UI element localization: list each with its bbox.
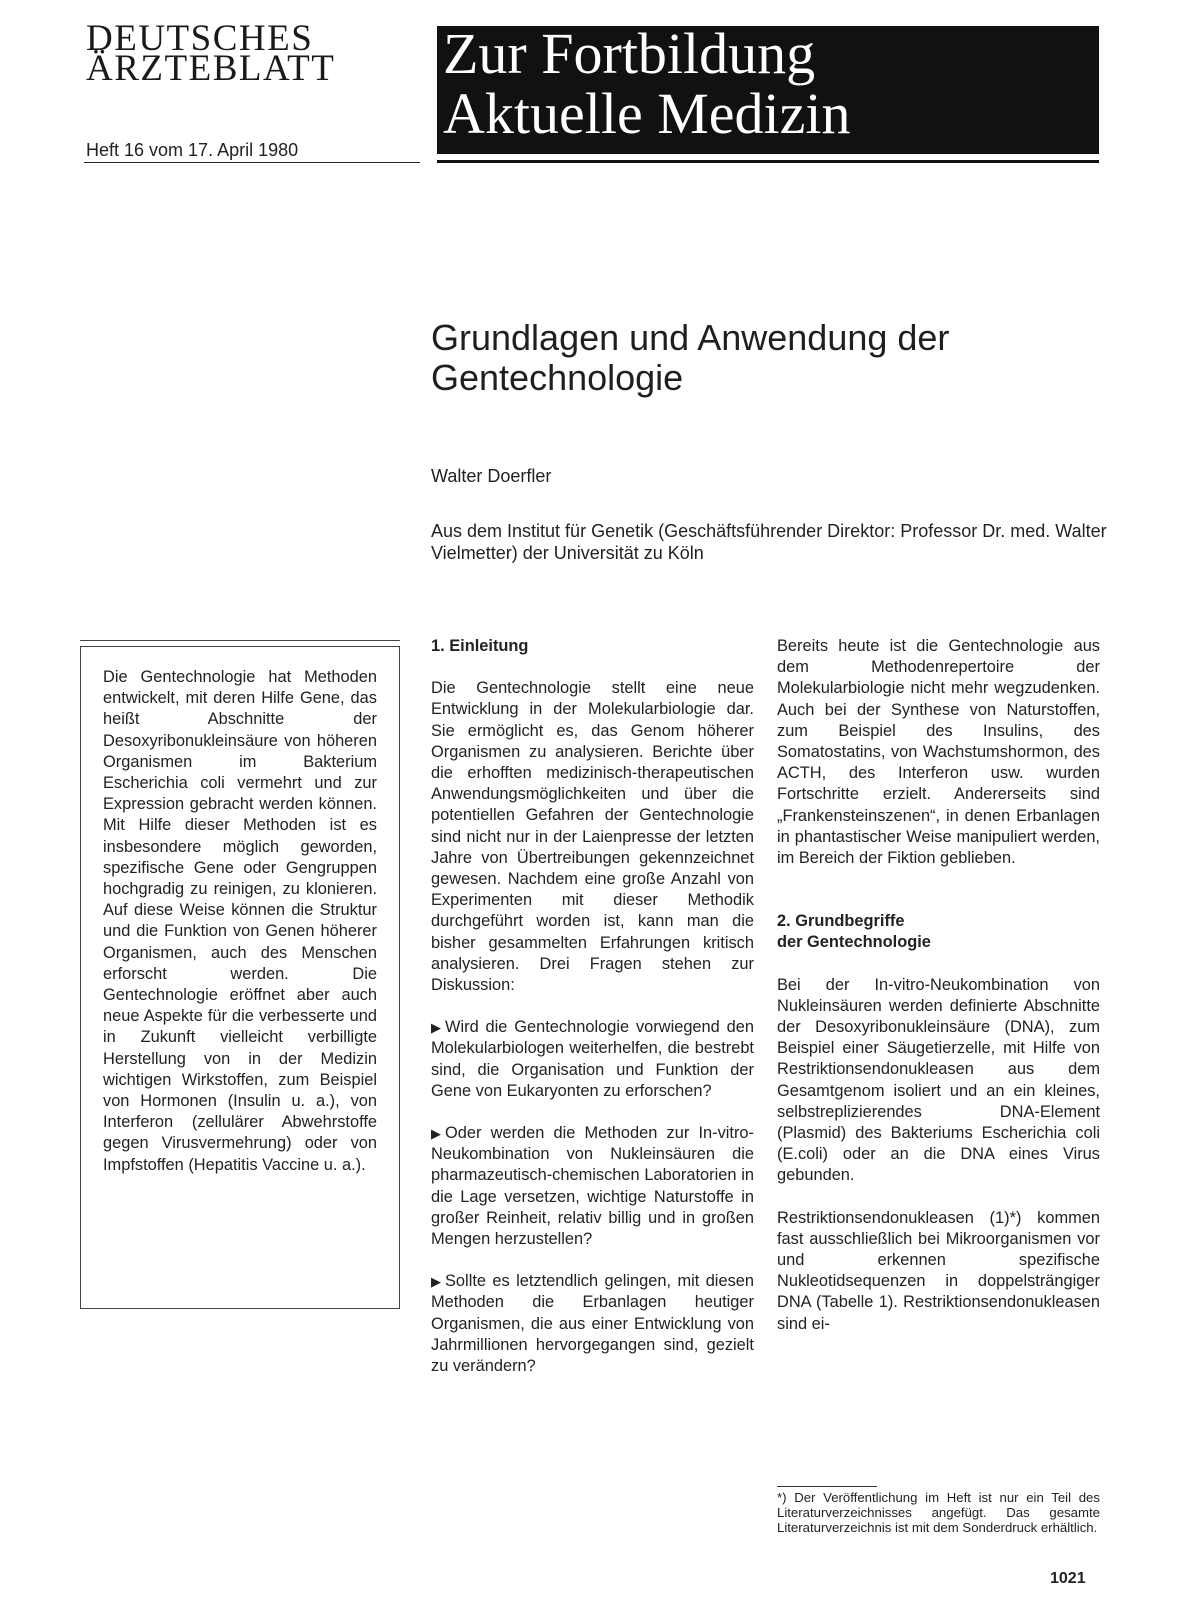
footnote: *) Der Veröffentlichung im Heft ist nur ein Teil des Literaturverzeichnisses angefügt. Das gesamte Literaturverzeichnis ist mit dem Sonderdruck erhältlich. (777, 1490, 1100, 1535)
article-author: Walter Doerfler (431, 466, 552, 486)
article-title: Grundlagen und Anwendung der Gentechnologie (431, 317, 950, 398)
banner-rule (437, 160, 1099, 163)
banner-line2: Aktuelle Medizin (443, 81, 851, 146)
question-3: ▶ Sollte es letztendlich gelingen, mit diesen Methoden die Erbanlagen heutiger Organismen, die aus einer Entwicklung von Jahrmillionen hervorgegangen sind, gezielt zu verändern? (431, 1272, 754, 1376)
abstract-top-rule (80, 640, 400, 641)
abstract-box (80, 646, 400, 1309)
banner-line1: Zur Fortbildung (443, 21, 816, 86)
column-2 (431, 636, 754, 1398)
column-3 (777, 636, 1100, 1356)
section1-paragraph: Die Gentechnologie stellt eine neue Entwicklung in der Molekularbiologie dar. Sie ermöglicht es, das Genom höherer Organismen zu analysieren. Berichte über die erhofften medizinisch-therapeutischen Anwendungsmöglichkeiten und über die potentiellen Gefahren der Gentechnologie sind nicht nur in der Laienpresse der letzten Jahre von Übertreibungen gekennzeichnet gewesen. Nachdem eine große Anzahl von Experimenten mit dieser Methodik durchgeführt worden ist, kann man die bisher gesammelten Erfahrungen kritisch analysieren. Drei Fragen stehen zur Diskussion: (431, 679, 754, 995)
footnote-rule (777, 1486, 877, 1487)
bullet-icon: ▶ (431, 1020, 441, 1036)
section1-heading: 1. Einleitung (431, 637, 529, 655)
section2-heading: 2. Grundbegriffe der Gentechnologie (777, 912, 931, 952)
masthead-line2: ÄRZTEBLATT (86, 48, 336, 89)
masthead (86, 18, 406, 89)
section2-paragraph-2: Restriktionsendonukleasen (1)*) kommen fast ausschließlich bei Mikroorganismen vor und erkennen spezifische Nukleotidsequenzen in doppelsträngiger DNA (Tabelle 1). Restriktionsendonukleasen sind ei- (777, 1208, 1100, 1333)
question-2: ▶ Oder werden die Methoden zur In-vitro-Neukombination von Nukleinsäuren die pharmazeutisch-chemischen Laboratorien in die Lage versetzen, wichtige Naturstoffe in großer Reinheit, relativ billig und in großen Mengen herzustellen? (431, 1124, 754, 1249)
section2-paragraph-1: Bei der In-vitro-Neukombination von Nukleinsäuren werden definierte Abschnitte der Desoxyribonukleinsäure (DNA), zum Beispiel einer Säugetierzelle, mit Hilfe von Restriktionsendonukleasen aus dem Gesamtgenom isoliert und an ein kleines, selbstreplizierendes DNA-Element (Plasmid) des Bakteriums Escherichia coli (E.coli) oder an die DNA eines Virus gebunden. (777, 975, 1100, 1185)
section1-continued: Bereits heute ist die Gentechnologie aus dem Methodenrepertoire der Molekularbiologie nicht mehr wegzudenken. Auch bei der Synthese von Naturstoffen, zum Beispiel des Insulins, des Somatostatins, von Wachstumshormon, des ACTH, des Interferon usw. wurden Fortschritte erzielt. Andererseits sind „Frankensteinszenen“, in denen Erbanlagen in phantastischer Weise manipuliert werden, im Bereich der Fiktion geblieben. (777, 637, 1100, 868)
masthead-rule (84, 162, 420, 163)
section-banner (437, 21, 1099, 154)
masthead-line1: DEUTSCHES (86, 18, 314, 59)
question-1: ▶ Wird die Gentechnologie vorwiegend den Molekularbiologen weiterhelfen, die bestrebt sind, die Organisation und Funktion der Gene von Eukaryonten zu erforschen? (431, 1018, 754, 1100)
bullet-icon: ▶ (431, 1126, 441, 1142)
article-affiliation: Aus dem Institut für Genetik (Geschäftsführender Direktor: Professor Dr. med. Walter Vielmetter) der Universität zu Köln (431, 521, 1107, 563)
page-number: 1021 (1050, 1570, 1086, 1587)
issue-date: Heft 16 vom 17. April 1980 (86, 140, 299, 160)
abstract-text: Die Gentechnologie hat Methoden entwickelt, mit deren Hilfe Gene, das heißt Abschnitte der Desoxyribonukleinsäure von höheren Organismen im Bakterium Escherichia coli vermehrt und zur Expression gebracht werden können. Mit Hilfe dieser Methoden ist es insbesondere möglich geworden, spezifische Gene oder Gengruppen hochgradig zu reinigen, zu klonieren. Auf diese Weise können die Struktur und die Funktion von Genen höherer Organismen, auch des Menschen erforscht werden. Die Gentechnologie eröffnet aber auch neue Aspekte für die verbesserte und in Zukunft vielleicht verbilligte Herstellung von in der Medizin wichtigen Wirkstoffen, zum Beispiel von Hormonen (Insulin u. a.), von Interferon (zellulärer Abwehrstoffe gegen Virusvermehrung) oder von Impfstoffen (Hepatitis Vaccine u. a.). (103, 668, 377, 1174)
bullet-icon: ▶ (431, 1274, 441, 1290)
